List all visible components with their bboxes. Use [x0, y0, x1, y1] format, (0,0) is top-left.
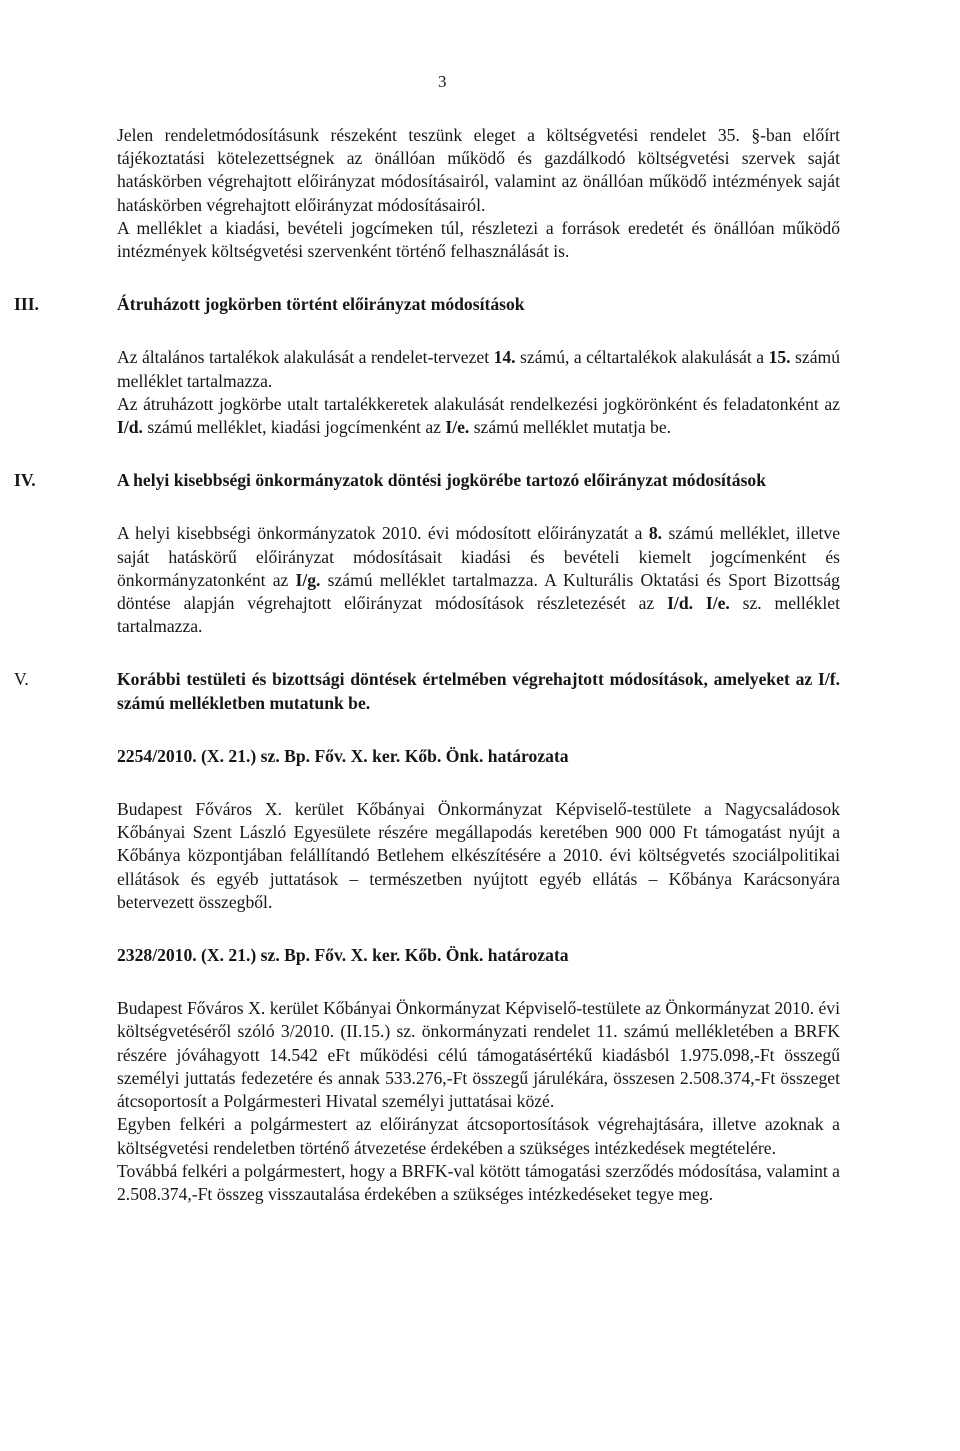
section-paragraph: Az átruházott jogkörbe utalt tartalékkeretek alakulását rendelkezési jogkörönként és feladatonként az I/d. számú melléklet, kiadási jogcímenként az I/e. számú melléklet mutatja be. [117, 393, 840, 438]
page-content [14, 124, 841, 1206]
resolution-text: Továbbá felkéri a polgármestert, hogy a BRFK-val kötött támogatási szerződés módosítása, valamint a 2.508.374,-Ft összeg visszautalása érdekében a szükséges intézkedéseket tegye meg. [117, 1160, 840, 1204]
resolution-title: 2328/2010. (X. 21.) sz. Bp. Főv. X. ker. Kőb. Önk. határozata [117, 945, 569, 966]
section-v [14, 668, 840, 1206]
section-iii [14, 293, 840, 439]
page-number: 3 [438, 72, 447, 91]
intro-paragraph-2: A melléklet a kiadási, bevételi jogcímeken túl, részletezi a források eredetét és önállóan működő intézmények költségvetési szervenként történő felhasználását is. [117, 217, 840, 262]
intro-section [117, 124, 840, 263]
section-title: Átruházott jogkörben történt előirányzat módosítások [117, 294, 525, 315]
section-paragraph: A helyi kisebbségi önkormányzatok 2010. évi módosított előirányzatát a 8. számú melléklet, illetve saját hatáskörű előirányzat módosításait kiadási és bevételi kiemelt jogcímenként és önkormányzatonként az I/g. számú melléklet tartalmazza. A Kulturális Oktatási és Sport Bizottság döntése alapján végrehajtott előirányzat módosítások részletezését az I/d. I/e. sz. melléklet tartalmazza. [117, 523, 841, 637]
resolution-text: Budapest Főváros X. kerület Kőbányai Önkormányzat Képviselő-testülete a Nagycsaládosok Kőbányai Szent László Egyesülete részére megállapodás keretében 900 000 Ft támogatást nyújt a Kőbánya központjában felállítandó Betlehem elkészítésére a 2010. évi költségvetés szociálpolitikai ellátások és egyéb juttatások – természetben nyújtott egyéb ellátás – Kőbánya Karácsonyára betervezett összegből. [117, 799, 840, 912]
section-iv [14, 469, 841, 638]
section-numeral: III. [14, 294, 39, 315]
resolution-title: 2254/2010. (X. 21.) sz. Bp. Főv. X. ker. Kőb. Önk. határozata [117, 745, 569, 766]
resolution-text: Budapest Főváros X. kerület Kőbányai Önkormányzat Képviselő-testülete az Önkormányzat 2010. évi költségvetéséről szóló 3/2010. (II.15.) sz. önkormányzati rendelet 11. számú mellékletében a BRFK részére jóváhagyott 14.542 eFt működési célú támogatásértékű kiadásból 1.975.098,-Ft összegű személyi juttatás fedezetére és annak 533.276,-Ft összegű járulékára, összesen 2.508.374,-Ft összeget átcsoportosít a Polgármesteri Hivatal személyi juttatásai közé. [117, 998, 840, 1112]
section-numeral: V. [14, 669, 29, 690]
section-title: Korábbi testületi és bizottsági döntések értelmében végrehajtott módosítások, amelyeket az I/f. számú mellékletben mutatunk be. [117, 669, 840, 713]
section-numeral: IV. [14, 470, 36, 491]
intro-paragraph-1: Jelen rendeletmódosításunk részeként teszünk eleget a költségvetési rendelet 35. §-ban előírt tájékoztatási kötelezettségnek az önállóan működő és gazdálkodó költségvetési szervek saját hatáskörben végrehajtott előirányzat módosításairól, valamint az önállóan működő intézmények saját hatáskörben végrehajtott előirányzat módosításairól. [117, 125, 840, 215]
section-title: A helyi kisebbségi önkormányzatok döntési jogkörébe tartozó előirányzat módosítások [117, 470, 767, 491]
section-paragraph: Az általános tartalékok alakulását a rendelet-tervezet 14. számú, a céltartalékok alakulását a 15. számú melléklet tartalmazza. [117, 347, 840, 391]
resolution-text: Egyben felkéri a polgármestert az előirányzat átcsoportosítások végrehajtására, illetve azoknak a költségvetési rendeletben történő átvezetése érdekében a szükséges intézkedések megtételére. [117, 1114, 840, 1158]
